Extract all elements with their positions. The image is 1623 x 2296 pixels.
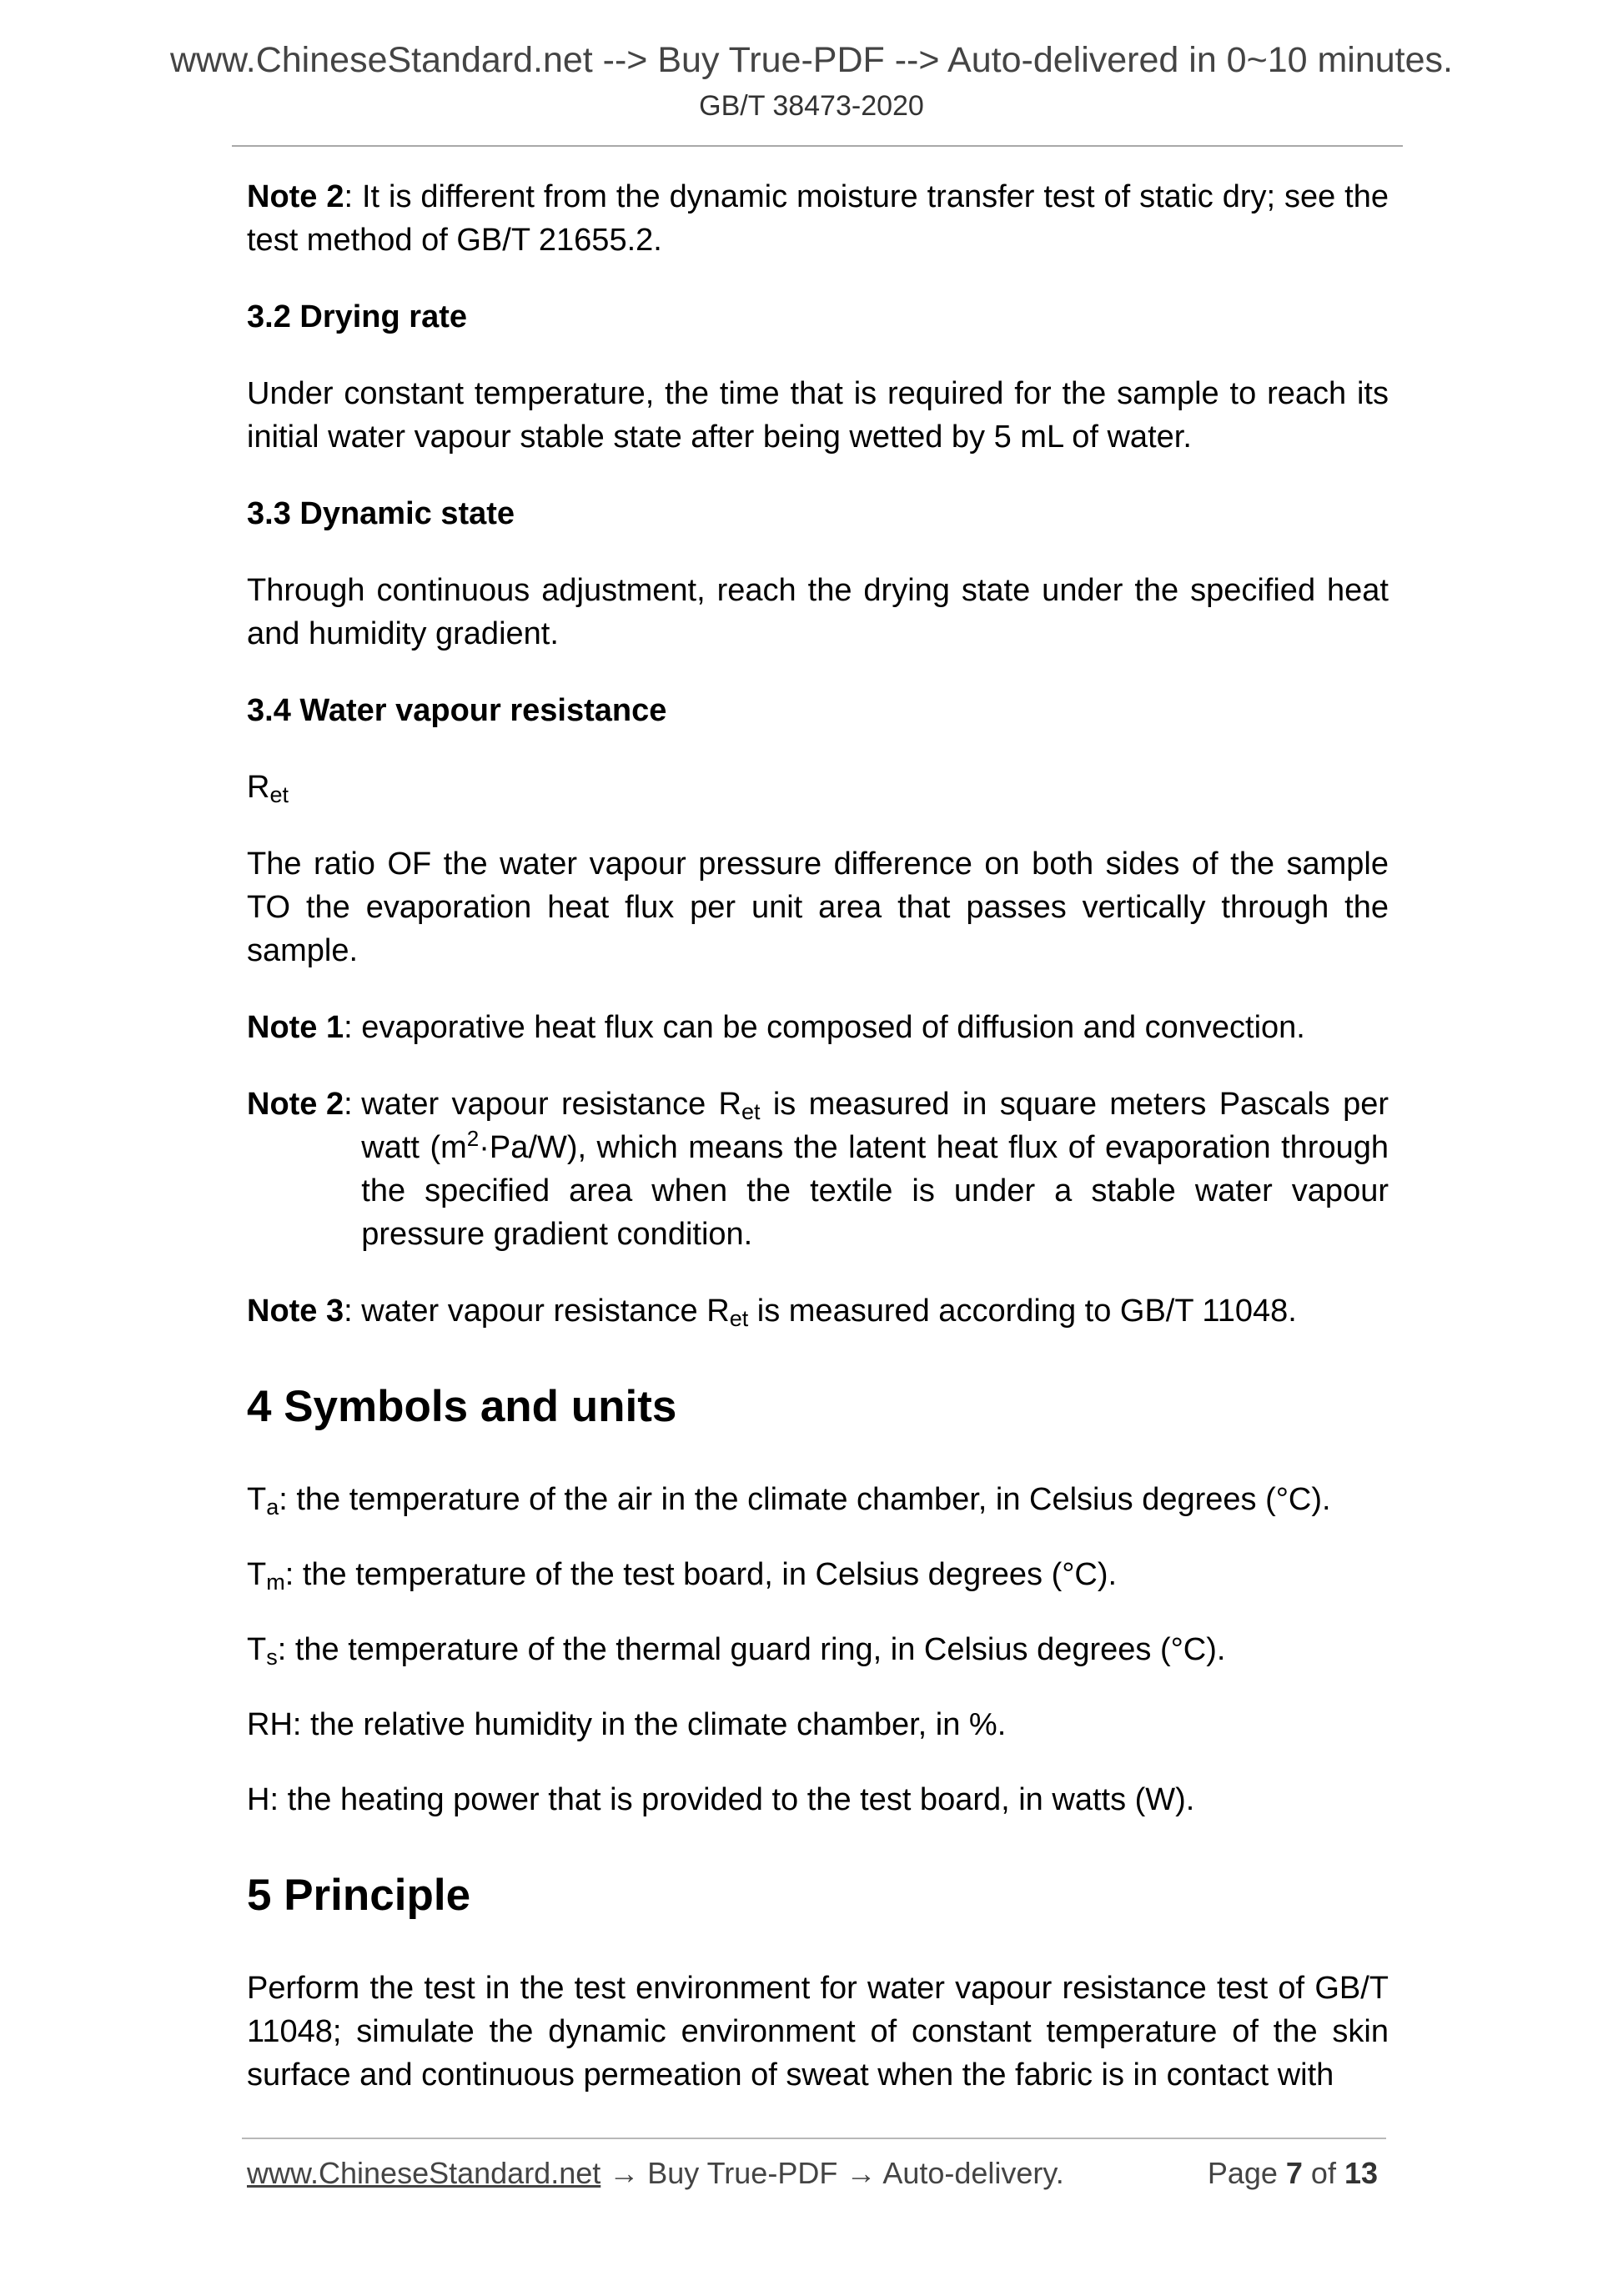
header-divider — [232, 145, 1403, 147]
footer-links — [247, 2156, 1064, 2191]
page-indicator — [1208, 2156, 1378, 2191]
symbol-base: R — [247, 770, 270, 805]
symbol-base: H — [247, 1782, 270, 1817]
total-pages: 13 — [1344, 2156, 1378, 2190]
note-text: evaporative heat flux can be composed of diffusion and convection. — [361, 1010, 1305, 1045]
section-5-title: 5 Principle — [247, 1871, 471, 1920]
of-label: of — [1302, 2156, 1344, 2190]
paragraph-drying-rate: Under constant temperature, the time that is required for the sample to reach its initial water vapour stable state after being wetted by 5 mL of water. — [247, 376, 1389, 455]
heading-3-2: 3.2 Drying rate — [247, 299, 467, 334]
symbol-base: RH — [247, 1707, 293, 1742]
note-text-part: water vapour resistance R — [361, 1294, 730, 1329]
paragraph-dynamic-state: Through continuous adjustment, reach the drying state under the specified heat and humidity gradient. — [247, 573, 1389, 651]
note-3-measurement: Note 3: water vapour resistance $R_{et}$ is measured according to GB/T 11048. — [247, 1294, 1297, 1331]
note-colon: : — [344, 1087, 362, 1122]
footer-divider — [242, 2138, 1386, 2139]
heading-3-3: 3.3 Dynamic state — [247, 496, 515, 531]
footer-tagline: → Buy True-PDF → Auto-delivery. — [600, 2156, 1064, 2190]
note-2-resistance-unit — [247, 1083, 1389, 1256]
symbol-definition: : the temperature of the thermal guard ring, in Celsius degrees (°C). — [277, 1632, 1226, 1667]
note-subscript: et — [729, 1306, 749, 1331]
header-banner: www.ChineseStandard.net --> Buy True-PDF --> Auto-delivered in 0~10 minutes. — [169, 40, 1453, 80]
symbol-line-rh — [247, 1703, 1389, 1746]
symbol-subscript: a — [266, 1495, 279, 1520]
document-body — [247, 175, 1389, 2130]
symbol-subscript: et — [269, 782, 289, 807]
page-number: 7 — [1285, 2156, 1303, 2190]
section-4-title: 4 Symbols and units — [247, 1382, 677, 1431]
symbol-base: T — [247, 1632, 267, 1667]
symbol-base: T — [247, 1557, 267, 1592]
page-label: Page — [1207, 2156, 1286, 2190]
note-text — [361, 1083, 1389, 1256]
note-text-part: is measured according to GB/T 11048. — [748, 1294, 1297, 1329]
note-2-static-dry: Note 2: It is different from the dynamic moisture transfer test of static dry; see the test method of GB/T 21655.2. — [247, 179, 1389, 258]
symbol-definition: : the heating power that is provided to the test board, in watts (W). — [269, 1782, 1195, 1817]
heading-3-4: 3.4 Water vapour resistance — [247, 693, 667, 728]
standard-number: GB/T 38473-2020 — [699, 90, 924, 122]
symbol-definition: : the relative humidity in the climate chamber, in %. — [292, 1707, 1007, 1742]
symbol-base: T — [247, 1482, 267, 1517]
note-superscript: 2 — [466, 1126, 480, 1151]
note-subscript: et — [741, 1099, 761, 1124]
symbol-line-ts — [247, 1628, 1389, 1671]
symbol-line-h — [247, 1778, 1389, 1821]
note-text-part: water vapour resistance R — [361, 1087, 741, 1122]
symbol-subscript: m — [266, 1570, 285, 1595]
symbol-subscript: s — [266, 1645, 278, 1670]
footer-site-link[interactable]: www.ChineseStandard.net — [247, 2156, 601, 2190]
symbol-line-ta — [247, 1478, 1389, 1521]
note-text: It is different from the dynamic moisture transfer test of static dry; see the test method of GB/T 21655.2. — [247, 179, 1389, 258]
paragraph-water-vapour-resistance: The ratio OF the water vapour pressure difference on both sides of the sample TO the evaporation heat flux per unit area that passes vertically through the sample. — [247, 847, 1389, 968]
note-label: Note 2 — [247, 1087, 344, 1122]
symbol-line-tm — [247, 1553, 1389, 1596]
symbol-definition: : the temperature of the air in the climate chamber, in Celsius degrees (°C). — [279, 1482, 1331, 1517]
note-text-part: is measured in square meters Pascals per watt (m — [361, 1087, 1389, 1165]
symbol-definition: : the temperature of the test board, in Celsius degrees (°C). — [284, 1557, 1118, 1592]
note-1-heat-flux: Note 1: evaporative heat flux can be composed of diffusion and convection. — [247, 1010, 1305, 1045]
note-label: Note 1 — [247, 1010, 344, 1045]
symbol-ret — [247, 766, 1389, 809]
note-text-part: ·Pa/W), which means the latent heat flux of evaporation through the specified area when the textile is under a stable water vapour pressure gradient condition. — [361, 1130, 1389, 1252]
paragraph-principle: Perform the test in the test environment for water vapour resistance test of GB/T 11048; simulate the dynamic environment of constant temperature of the skin surface and continuous permeation of sweat when the fabric is in contact with — [247, 1971, 1389, 2093]
note-label: Note 2 — [247, 179, 344, 214]
note-label: Note 3 — [247, 1294, 344, 1329]
